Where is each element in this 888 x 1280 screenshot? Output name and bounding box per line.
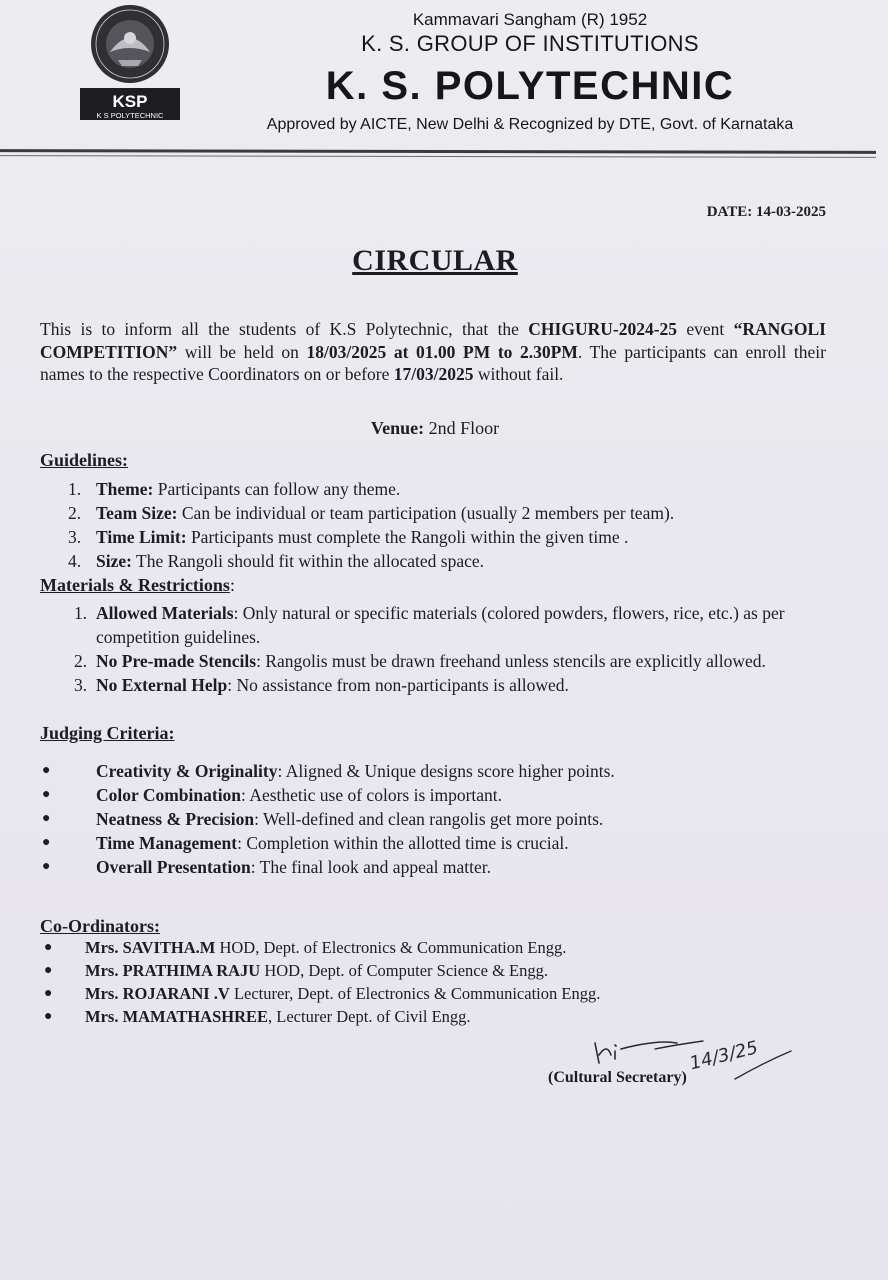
logo-abbr: KSP — [112, 92, 148, 111]
list-item — [40, 549, 830, 573]
item-number: 1. — [74, 603, 88, 623]
item-number: 1. — [68, 479, 82, 499]
item-term: Team Size: — [96, 503, 178, 523]
item-text: : Only natural or specific materials (colored powders, flowers, rice, etc.) as per competition guidelines. — [96, 603, 785, 647]
bullet-icon: ● — [42, 763, 51, 778]
item-term: No Pre-made Stencils — [96, 651, 257, 671]
approval-line: Approved by AICTE, New Delhi & Recognized by DTE, Govt. of Karnataka — [266, 116, 794, 133]
item-term: Color Combination — [96, 785, 242, 805]
intro-text: without fail. — [473, 364, 564, 384]
guidelines-heading: Guidelines: — [40, 450, 129, 470]
item-text: : Rangolis must be drawn freehand unless stencils are explicitly allowed. — [256, 651, 766, 671]
enroll-deadline: 17/03/2025 — [393, 364, 474, 384]
judging-heading: Judging Criteria: — [40, 723, 175, 743]
list-item — [40, 831, 830, 855]
signature-date: 14/3/25 — [687, 1037, 761, 1075]
bullet-icon: ● — [44, 963, 53, 978]
item-term: Time Management — [96, 833, 238, 853]
list-item — [40, 936, 830, 959]
venue-line — [0, 418, 870, 439]
header-rule-thin — [0, 155, 876, 158]
item-term: No External Help — [96, 675, 228, 695]
item-term: Allowed Materials — [96, 603, 234, 623]
list-item — [40, 649, 826, 673]
intro-text: will be held on — [177, 341, 307, 362]
materials-list — [40, 601, 826, 697]
circular-date: DATE: 14-03-2025 — [706, 204, 826, 220]
bullet-icon: ● — [42, 787, 51, 802]
circular-title: CIRCULAR — [352, 244, 518, 277]
item-number: 4. — [68, 551, 82, 571]
header-rule — [0, 149, 876, 154]
list-item — [40, 759, 830, 783]
coordinator-name: Mrs. ROJARANI .V — [85, 984, 230, 1003]
judging-list — [40, 759, 830, 879]
materials-heading-line — [40, 575, 235, 596]
item-text: The Rangoli should fit within the allocated space. — [131, 551, 484, 571]
group-name: K. S. GROUP OF INSTITUTIONS — [361, 31, 699, 56]
materials-heading-colon: : — [229, 575, 235, 595]
event-time: 18/03/2025 at 01.00 PM to 2.30PM — [306, 341, 578, 362]
item-number: 3. — [74, 675, 88, 695]
list-item — [40, 525, 830, 549]
item-text: : Aesthetic use of colors is important. — [241, 785, 503, 805]
list-item — [40, 807, 830, 831]
coordinator-role: HOD, Dept. of Computer Science & Engg. — [260, 961, 548, 980]
list-item — [40, 783, 830, 807]
item-term: Size: — [96, 551, 132, 571]
item-text: : Well-defined and clean rangolis get more points. — [254, 809, 604, 829]
materials-heading: Materials & Restrictions — [40, 575, 230, 595]
coordinator-name: Mrs. PRATHIMA RAJU — [85, 961, 261, 980]
competition-name: “RANGOLI COMPETITION” — [40, 319, 826, 362]
list-item — [40, 959, 830, 982]
list-item — [40, 601, 826, 649]
intro-text: . The participants can enroll their names to the respective Coordinators on or before — [40, 341, 826, 384]
item-number: 2. — [74, 651, 88, 671]
bullet-icon: ● — [42, 835, 51, 850]
cultural-secretary-label: (Cultural Secretary) — [548, 1069, 687, 1086]
list-item — [40, 673, 826, 697]
item-number: 3. — [68, 527, 82, 547]
item-term: Time Limit: — [96, 527, 187, 547]
venue-value: 2nd Floor — [424, 418, 500, 438]
list-item — [40, 982, 830, 1005]
intro-text: This is to inform all the students of K.S Polytechnic, that the — [40, 319, 529, 339]
item-text: Can be individual or team participation (usually 2 members per team). — [177, 503, 675, 523]
item-term: Overall Presentation — [96, 857, 251, 877]
item-text: : Aligned & Unique designs score higher points. — [277, 761, 615, 781]
item-text: Participants must complete the Rangoli within the given time . — [186, 527, 629, 547]
coordinator-role: HOD, Dept. of Electronics & Communication Engg. — [215, 938, 567, 957]
item-text: : Completion within the allotted time is crucial. — [237, 833, 569, 853]
coordinator-name: Mrs. SAVITHA.M — [85, 938, 216, 957]
college-logo — [80, 4, 180, 122]
sangham-line: Kammavari Sangham (R) 1952 — [412, 10, 648, 29]
item-text: : No assistance from non-participants is allowed. — [227, 675, 569, 695]
item-term: Creativity & Originality — [96, 761, 278, 781]
coordinator-role: Lecturer, Dept. of Electronics & Communication Engg. — [229, 984, 601, 1003]
bullet-icon: ● — [42, 859, 51, 874]
item-text: Participants can follow any theme. — [153, 479, 401, 499]
intro-text: event — [677, 319, 734, 339]
coordinator-name: Mrs. MAMATHASHREE — [85, 1007, 269, 1026]
bullet-icon: ● — [42, 811, 51, 826]
bullet-icon: ● — [44, 940, 53, 955]
item-text: : The final look and appeal matter. — [250, 857, 491, 877]
guidelines-list — [40, 477, 830, 573]
item-number: 2. — [68, 503, 82, 523]
bullet-icon: ● — [44, 986, 53, 1001]
list-item — [40, 501, 830, 525]
coordinators-heading: Co-Ordinators: — [40, 916, 160, 936]
list-item — [40, 855, 830, 879]
item-term: Theme: — [96, 479, 154, 499]
logo-name: K S POLYTECHNIC — [96, 111, 164, 120]
intro-paragraph — [40, 318, 826, 386]
college-name: K. S. POLYTECHNIC — [325, 64, 735, 108]
coordinator-role: , Lecturer Dept. of Civil Engg. — [268, 1007, 471, 1026]
item-term: Neatness & Precision — [96, 809, 255, 829]
bullet-icon: ● — [44, 1009, 53, 1024]
event-name: CHIGURU-2024-25 — [528, 319, 678, 339]
list-item — [40, 477, 830, 501]
venue-label: Venue: — [370, 418, 425, 438]
